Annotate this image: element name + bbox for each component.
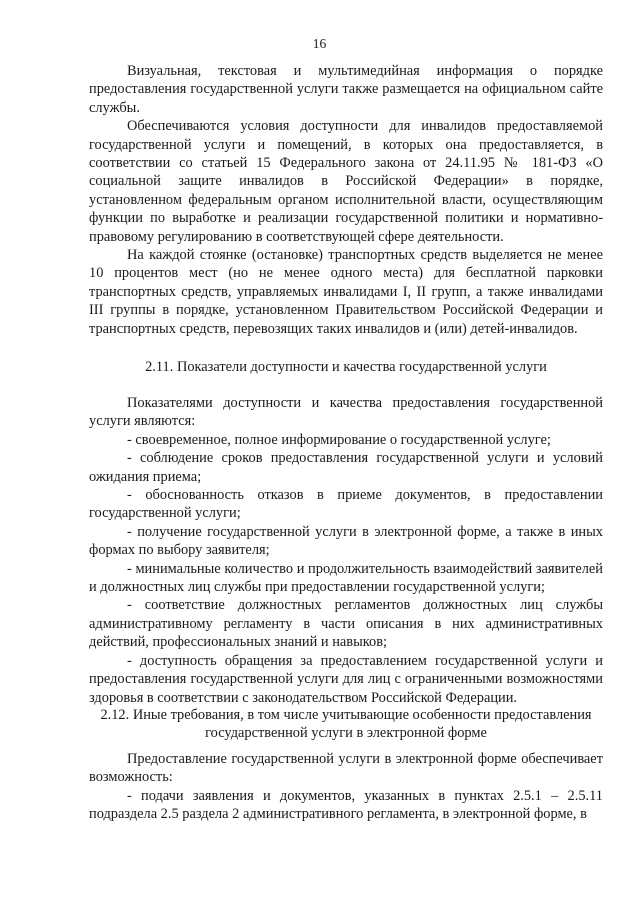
paragraph-electronic-intro: Предоставление государственной услуги в электронной форме обеспечивает возможность:	[89, 751, 603, 786]
section-2-11-body	[89, 394, 603, 707]
section-heading-2-11	[89, 358, 603, 376]
paragraph-indicators-intro: Показателями доступности и качества предоставления государственной услуги являются:	[89, 395, 603, 430]
list-item-regulations: - соответствие должностных регламентов должностных лиц службы административному регламенту в части описания в них административных действий, профессиональных знаний и навыков;	[89, 597, 603, 651]
heading-2-12-line2: государственной услуги в электронной форме	[205, 725, 487, 742]
list-item-informing: - своевременное, полное информирование о государственной услуге;	[127, 431, 551, 448]
list-item-accessibility: - доступность обращения за предоставлением государственной услуги и предоставления государственной услуги для лиц с ограниченными возможностями здоровья в соответствии с законодательством Российской Федерации.	[89, 652, 603, 706]
list-item-deadlines: - соблюдение сроков предоставления государственной услуги и условий ожидания приема;	[89, 450, 603, 485]
heading-2-12-line1: 2.12. Иные требования, в том числе учитывающие особенности предоставления	[100, 707, 592, 723]
section-intro-text	[89, 62, 603, 338]
list-item-refusals: - обоснованность отказов в приеме документов, в предоставлении государственной услуги;	[89, 487, 603, 522]
page-number: 16	[312, 36, 327, 51]
paragraph-accessibility-conditions: Обеспечиваются условия доступности для инвалидов предоставляемой государственной услуги и помещений, в которых она предоставляется, в соответствии со статьей 15 Федерального закона от 24.11.95 № 181-ФЗ «О социальной защите инвалидов в Российской Федерации» в порядке, установленном федеральным органом исполнительной власти, осуществляющим функции по выработке и реализации государственной политики и нормативно-правовому регулированию в соответствующей сфере деятельности.	[89, 118, 603, 245]
list-item-electronic-form: - получение государственной услуги в электронной форме, а также в иных формах по выбору заявителя;	[89, 523, 603, 559]
section-2-12-body	[89, 750, 603, 824]
heading-2-11-text: 2.11. Показатели доступности и качества государственной услуги	[145, 359, 547, 375]
list-item-submission: - подачи заявления и документов, указанных в пунктах 2.5.1 – 2.5.11 подраздела 2.5 раздела 2 административного регламента, в электронной форме, в	[89, 787, 603, 823]
paragraph-info-website: Визуальная, текстовая и мультимедийная информация о порядке предоставления государственной услуги также размещается на официальном сайте службы.	[89, 63, 603, 116]
list-item-interactions: - минимальные количество и продолжительность взаимодействий заявителей и должностных лиц службы при предоставлении государственной услуги;	[89, 560, 603, 596]
paragraph-parking: На каждой стоянке (остановке) транспортных средств выделяется не менее 10 процентов мест (но не менее одного места) для бесплатной парковки транспортных средств, управляемых инвалидами I, II групп, а также инвалидами III группы в порядке, установленном Правительством Российской Федерации и транспортных средств, перевозящих таких инвалидов и (или) детей-инвалидов.	[89, 247, 603, 337]
section-heading-2-12	[89, 706, 603, 743]
